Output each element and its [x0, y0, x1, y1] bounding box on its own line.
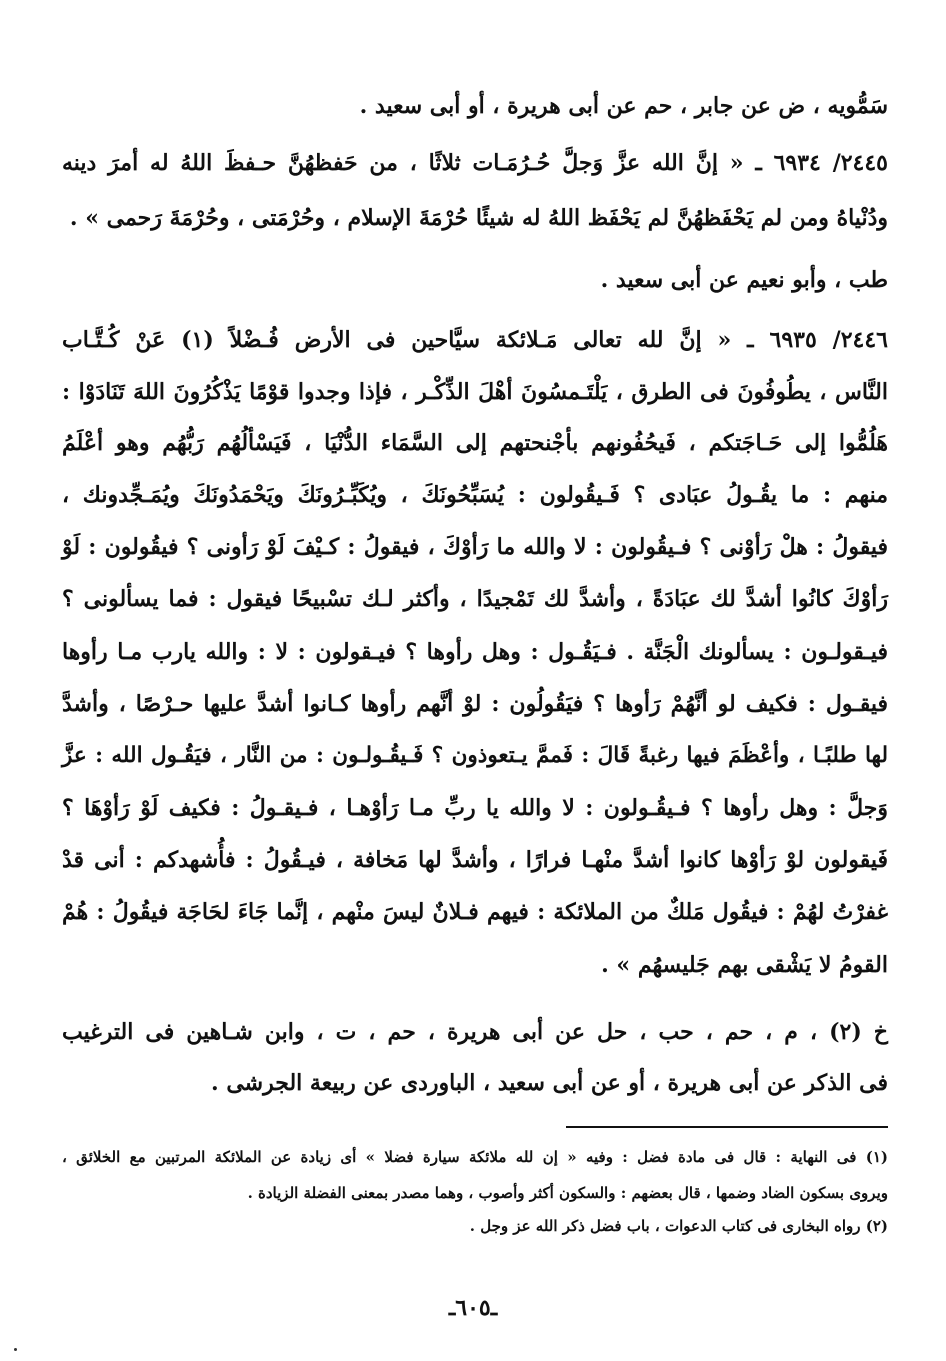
text-line: فيـقولـون : يسألونك الْجَنَّة . فـيَقُـول : وهل رأوها ؟ فيـقولون : لا : والله يارب مـا رأوها — [62, 639, 888, 665]
text-line: ودُنْياهُ ومن لم يَحْفَظهُنَّ لم يَحْفَظ اللهُ له شيئًا حُرْمَةَ الإسلام ، وحُرْمَتى ، وحُرْمَةَ رَحمى » . — [69, 205, 888, 231]
footnote-separator — [566, 1126, 888, 1128]
text-line: غفرْتُ لهُمْ : فيقُول مَلكٌ من الملائكة : فيهم فـلانٌ ليسَ منْهم ، إنَّما جَاءَ لحَاجَة فيقُولُ : هُمْ — [62, 899, 888, 925]
text-line: ٢٤٤٥/ ٦٩٣٤ ـ « إنَّ الله عزَّ وَجلَّ حُـرُمَـات ثلاثًا ، من حَفظهُنَّ حـفظَ اللهُ له أمرَ دينه — [62, 150, 888, 176]
text-line: فى الذكر عن أبى هريرة ، أو عن أبى سعيد ، الباوردى عن ربيعة الجرشى . — [211, 1070, 888, 1096]
footnote: ويروى بسكون الضاد وضمها ، قال بعضهم : والسكون أكثر وأصوب ، وهما مصدر بمعنى الفضلة الزيادة . — [247, 1184, 888, 1202]
text-line: ٢٤٤٦/ ٦٩٣٥ ـ « إنَّ لله تعالى مَـلائكة سيَّاحين فى الأرض فُـضْلاً (١) عَنْ كُـتَّـاب — [62, 327, 888, 353]
text-line: طب ، وأبو نعيم عن أبى سعيد . — [600, 267, 888, 293]
text-line: النَّاس ، يطُوفُونَ فى الطرق ، يَلْتَـمسُونَ أهْلَ الذِّكْـر ، فإذا وجدوا قوْمًا يَذْكُرُونَ اللهَ تَنَادَوْا : — [62, 379, 888, 405]
text-line: فيقولُ : هلْ رَأوْنى ؟ فـيقُولون : لا والله ما رَأوْكَ ، فيقولُ : كـيْفَ لَوْ رَأونى ؟ فيقُولون : لَوْ — [62, 534, 888, 560]
text-line: القومُ لا يَشْقى بهم جَليسهُم » . — [601, 952, 888, 978]
footnote: (٢) رواه البخارى فى كتاب الدعوات ، باب فضل ذكر الله عز وجل . — [469, 1217, 888, 1235]
text-line: رَأوْكَ كانُوا أشدَّ لك عبَادَةً ، وأشدَّ لك تَمْجيدًا ، وأكثر لـك تسْبيحًا فيقول : فما يسألونى ؟ — [62, 586, 888, 612]
text-line: منهم : ما يقُـولُ عبَادى ؟ فَـيقُولون : يُسَبِّحُونَكَ ، ويُكَبِّـرُونَكَ ويَحْمَدُونَكَ ويُمَـجِّدونك ، — [62, 482, 888, 508]
text-line: وَجلَّ : وهل رأوها ؟ فـيقُـولون : لا والله يا ربِّ مـا رَأوْهـا ، فـيقـولُ : فكيف لَوْ رَأوْهَا ؟ — [62, 795, 888, 821]
page-number: ـ٦٠٥ـ — [448, 1295, 498, 1321]
text-line: فَيقولون لوْ رَأوْها كانوا أشدَّ منْهـا فرارًا ، وأشدَّ لها مَخافة ، فيـقُولُ : فأُشهدكم : أنى قدْ — [62, 847, 888, 873]
footnote: (١) فى النهاية : قال فى مادة فضل : وفيه « إن لله ملائكة سيارة فضلا » أى زيادة عن الملائكة المرتبين مع الخلائق ، — [62, 1148, 888, 1166]
text-line: فيقـول : فكيف لو أنَّهُمْ رَأوها ؟ فيَقُولُون : لوْ أنَّهم رأوها كـانوا أشدَّ عليها حـرْصًا ، وأشدَّ — [62, 691, 888, 717]
text-line: هَلُمُّوا إلى حَـاجَتكم ، فَيحُفُونهم بأجْنحتهم إلى السَّمَاء الدُّنْيَا ، فَيَسْألُهُم رَبُّهُم وهو أعْلَمُ — [62, 430, 888, 456]
scan-speck — [14, 1348, 17, 1351]
text-line: سَمُّويه ، ض عن جابر ، حم عن أبى هريرة ، أو أبى سعيد . — [359, 93, 888, 119]
text-line: خ (٢) ، م ، حم ، حب ، حل عن أبى هريرة ، حم ، ت ، وابن شـاهين فى الترغيب — [62, 1019, 888, 1045]
text-line: لها طلبًـا ، وأعْظَمَ فيها رغبةً قَالَ : فَممَّ يـتعوذون ؟ فَـيقُـولـون : من النَّار ، فيَقُـول الله : عزَّ — [62, 743, 888, 768]
